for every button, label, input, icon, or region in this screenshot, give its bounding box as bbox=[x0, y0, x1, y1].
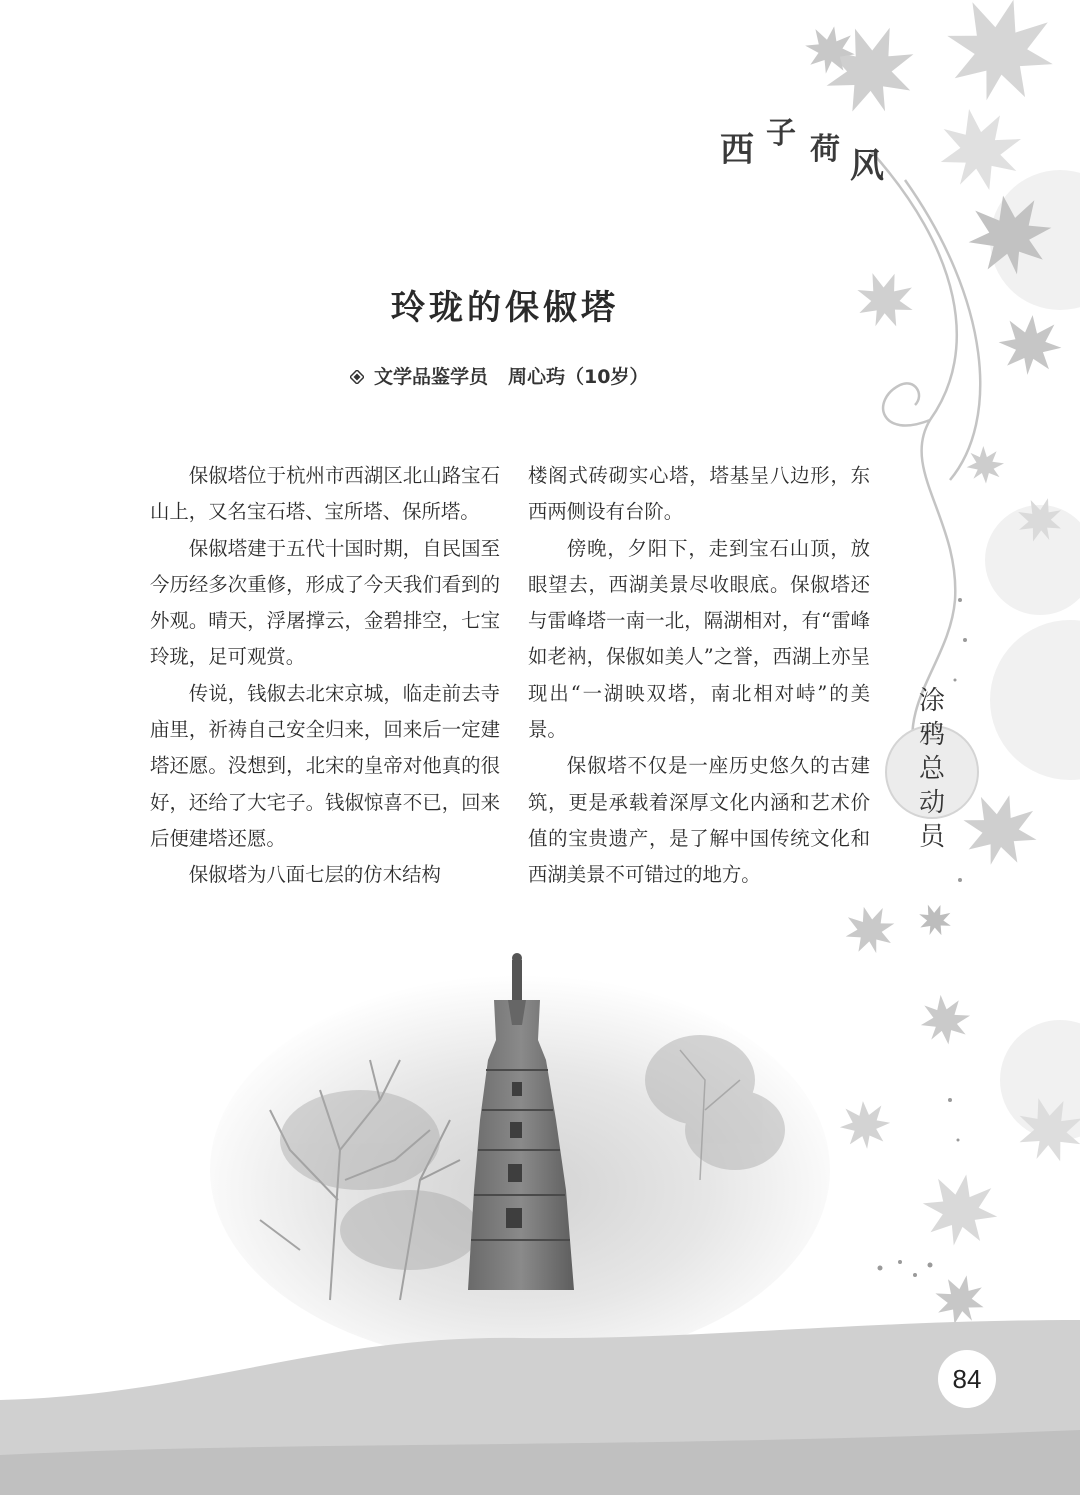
author-name: 周心玙（10岁） bbox=[508, 366, 649, 388]
paragraph: 传说，钱俶去北宋京城，临走前去寺庙里，祈祷自己安全归来，回来后一定建塔还愿。没想到，北宋的皇帝对他真的很好，还给了大宅子。钱俶惊喜不已，回来后便建塔还愿。 bbox=[150, 681, 500, 850]
column-label-char: 员 bbox=[918, 822, 945, 852]
article-title: 玲珑的保俶塔 bbox=[391, 288, 619, 328]
paragraph: 楼阁式砖砌实心塔，塔基呈八边形，东西两侧设有台阶。 bbox=[528, 464, 870, 524]
byline bbox=[350, 362, 750, 389]
column-label-char: 涂 bbox=[918, 686, 945, 716]
column-label-char: 动 bbox=[918, 788, 945, 818]
column-label bbox=[912, 684, 952, 854]
vine-swirl bbox=[870, 150, 980, 760]
body-column-left bbox=[150, 458, 500, 894]
paragraph: 保俶塔不仅是一座历史悠久的古建筑，更是承载着深厚文化内涵和艺术价值的宝贵遗产，是了解中国传统文化和西湖美景不可错过的地方。 bbox=[528, 754, 870, 887]
author-role: 文学品鉴学员 bbox=[374, 366, 489, 388]
body-column-right bbox=[528, 458, 870, 894]
page-number: 84 bbox=[938, 1350, 996, 1408]
paragraph: 保俶塔建于五代十国时期，自民国至今历经多次重修，形成了今天我们看到的外观。晴天，浮屠撑云，金碧排空，七宝玲珑，足可观赏。 bbox=[150, 536, 500, 669]
section-title-char: 子 bbox=[766, 116, 796, 151]
column-label-char: 总 bbox=[918, 754, 945, 784]
paragraph: 傍晚，夕阳下，走到宝石山顶，放眼望去，西湖美景尽收眼底。保俶塔还与雷峰塔一南一北，隔湖相对，有“雷峰如老衲，保俶如美人”之誉，西湖上亦呈现出“一湖映双塔，南北相对峙”的美景。 bbox=[528, 536, 870, 742]
paragraph: 保俶塔位于杭州市西湖区北山路宝石山上，又名宝石塔、宝所塔、保所塔。 bbox=[150, 464, 500, 524]
pagoda-photo bbox=[210, 953, 830, 1365]
diamond-bullet-icon bbox=[350, 367, 364, 381]
paragraph: 保俶塔为八面七层的仿木结构 bbox=[188, 863, 441, 887]
section-title bbox=[716, 112, 916, 186]
section-title-char: 荷 bbox=[810, 132, 840, 167]
column-label-char: 鸦 bbox=[918, 720, 945, 750]
section-title-char: 西 bbox=[720, 130, 754, 170]
section-title-char: 风 bbox=[850, 146, 884, 186]
